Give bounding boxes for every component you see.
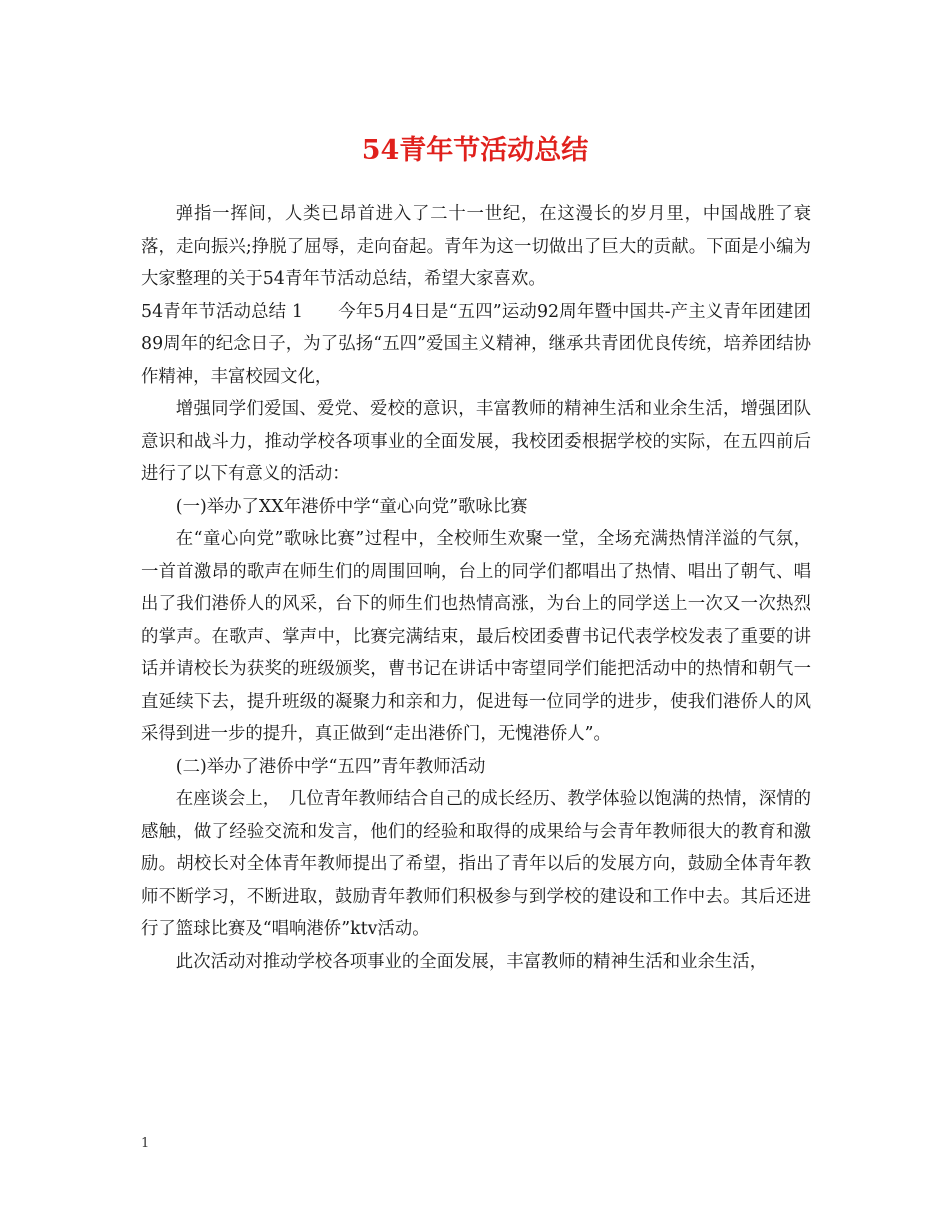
paragraph-singing-contest: 在“童心向党”歌咏比赛”过程中，全校师生欢聚一堂，全场充满热情洋溢的气氛，一首首激昂的歌声在师生们的周围回响，台上的同学们都唱出了热情、唱出了朝气、唱出了我们港侨人的风采，台下的师生们也热情高涨，为台上的同学送上一次又一次热烈的掌声。在歌声、掌声中，比赛完满结束，最后校团委曹书记代表学校发表了重要的讲话并请校长为获奖的班级颁奖，曹书记在讲话中寄望同学们能把活动中的热情和朝气一直延续下去，提升班级的凝聚力和亲和力，促进每一位同学的进步，使我们港侨人的风采得到进一步的提升，真正做到“走出港侨门，无愧港侨人”。 [141, 529, 811, 744]
paragraph-conclusion: 此次活动对推动学校各项事业的全面发展，丰富教师的精神生活和业余生活， [175, 951, 768, 972]
paragraph-intro: 弹指一挥间，人类已昂首进入了二十一世纪，在这漫长的岁月里，中国战胜了衰落，走向振兴;挣脱了屈辱，走向奋起。青年为这一切做出了巨大的贡献。下面是小编为大家整理的关于54青年节活动总结，希望大家喜欢。 [141, 204, 811, 289]
section-heading-1: (一)举办了XX年港侨中学“童心向党”歌咏比赛 [175, 496, 528, 517]
paragraph-teacher-activity: 在座谈会上， 几位青年教师结合自己的成长经历、教学体验以饱满的热情，深情的感触，做了经验交流和发言，他们的经验和取得的成果给与会青年教师很大的教育和激励。胡校长对全体青年教师提出了希望，指出了青年以后的发展方向，鼓励全体青年教师不断学习，不断进取，鼓励青年教师们积极参与到学校的建设和工作中去。其后还进行了篮球比赛及“唱响港侨”ktv活动。 [141, 789, 811, 939]
section-heading-2: (二)举办了港侨中学“五四”青年教师活动 [175, 756, 486, 777]
paragraph-purpose: 增强同学们爱国、爱党、爱校的意识，丰富教师的精神生活和业余生活，增强团队意识和战斗力，推动学校各项事业的全面发展，我校团委根据学校的实际，在五四前后进行了以下有意义的活动： [141, 399, 811, 484]
document-body [141, 198, 811, 978]
page-number: 1 [141, 1136, 150, 1151]
document-title: 54青年节活动总结 [361, 135, 589, 166]
paragraph-summary-1-intro: 54青年节活动总结 1 今年5月4日是“五四”运动92周年暨中国共-产主义青年团建团89周年的纪念日子，为了弘扬“五四”爱国主义精神，继承共青团优良传统，培养团结协作精神，丰富校园文化， [141, 301, 811, 387]
